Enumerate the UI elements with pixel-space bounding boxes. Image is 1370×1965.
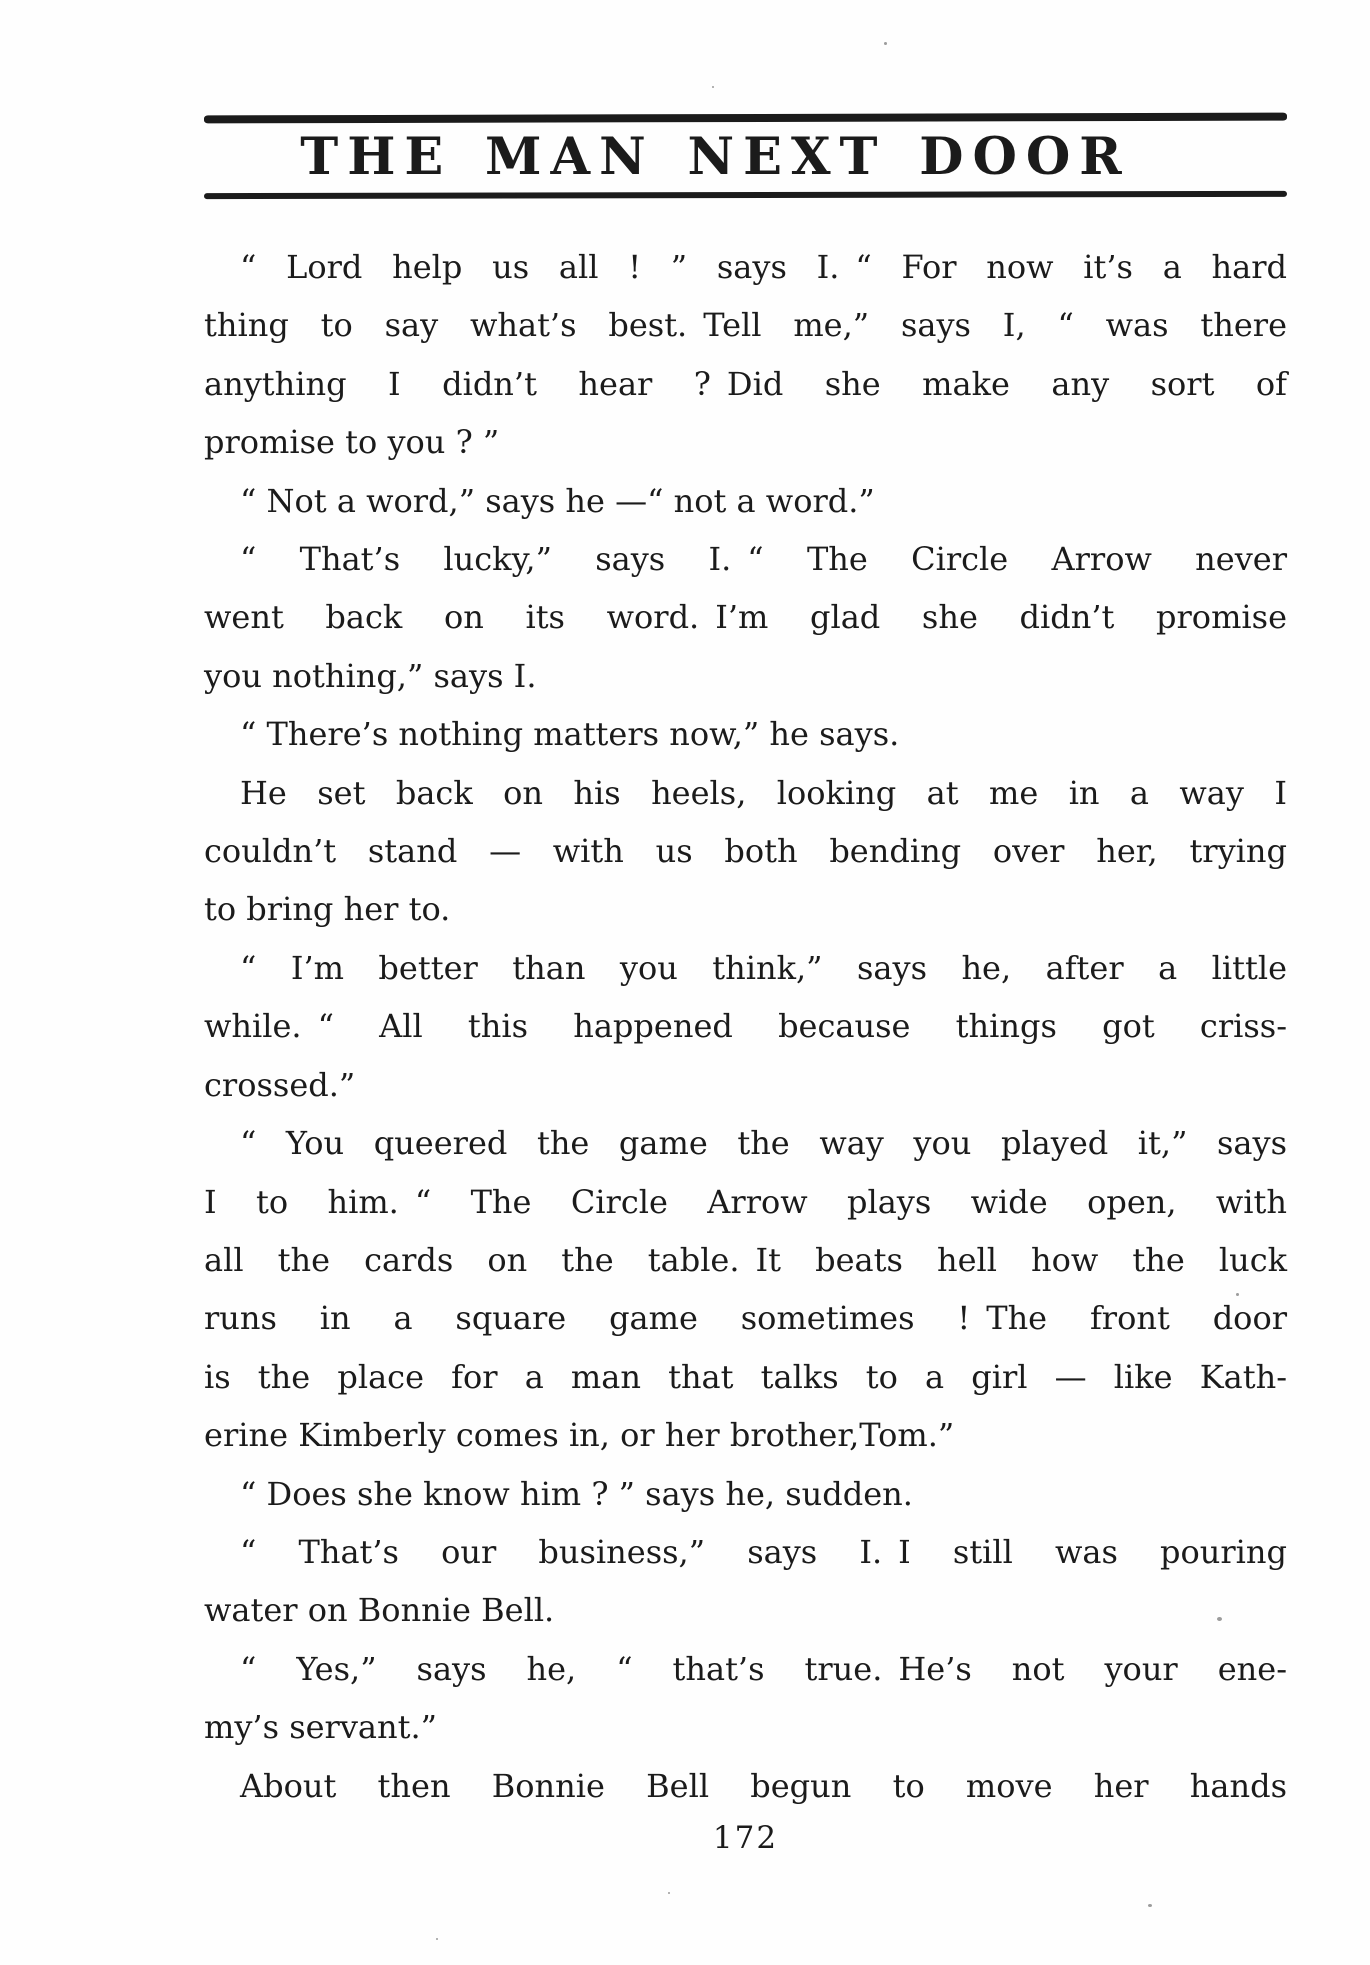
text-line: “ That’s lucky,” says I. “ The Circle Arrow never [240,540,1287,579]
text-line: promise to you ? ” [204,423,500,462]
text-line: is the place for a man that talks to a girl — like Kath- [204,1357,1287,1396]
text-line: “ Yes,” says he, “ that’s true. He’s not your ene- [240,1649,1287,1688]
text-line: thing to say what’s best. Tell me,” says I, “ was there [204,306,1287,345]
text-line: runs in a square game sometimes ! The front door [204,1299,1287,1338]
text-line: water on Bonnie Bell. [204,1591,555,1630]
scan-speck [436,1938,438,1940]
text-line: “ Lord help us all ! ” says I. “ For now it’s a hard [240,248,1287,286]
text-line: “ Not a word,” says he —“ not a word.” [240,481,875,520]
text-line: couldn’t stand — with us both bending over her, trying [204,832,1287,871]
text-line: I to him. “ The Circle Arrow plays wide open, with [204,1182,1287,1221]
page-text [204,238,1287,1815]
page-number: 172 [712,1820,779,1856]
scan-speck [668,1892,670,1894]
text-line: crossed.” [204,1065,356,1104]
text-line: He set back on his heels, looking at me in a way I [240,773,1287,812]
text-line: my’s servant.” [204,1708,437,1747]
text-line: “ You queered the game the way you played it,” says [240,1124,1287,1163]
header-rule-top [204,113,1287,124]
text-line: while. “ All this happened because things got criss- [204,1007,1287,1046]
text-line: to bring her to. [204,890,451,929]
text-line: erine Kimberly comes in, or her brother,Tom.” [204,1416,955,1455]
text-line: all the cards on the table. It beats hell how the luck [204,1240,1287,1279]
scan-speck [1236,1293,1239,1296]
text-line: went back on its word. I’m glad she didn’t promise [204,598,1287,637]
text-line: “ I’m better than you think,” says he, after a little [240,948,1287,987]
text-line: “ There’s nothing matters now,” he says. [240,715,900,754]
scan-speck [1148,1904,1152,1907]
scan-speck [1217,1617,1222,1621]
text-line: anything I didn’t hear ? Did she make any sort of [204,364,1287,403]
text-line: “ That’s our business,” says I. I still was pouring [240,1532,1287,1571]
text-line: “ Does she know him ? ” says he, sudden. [240,1474,913,1513]
running-head-title: THE MAN NEXT DOOR [300,127,1131,187]
text-line: About then Bonnie Bell begun to move her hands [240,1766,1287,1805]
header-rule-bottom [204,191,1287,199]
text-line: you nothing,” says I. [204,656,537,695]
scan-speck [884,42,887,45]
scan-speck [712,86,714,88]
